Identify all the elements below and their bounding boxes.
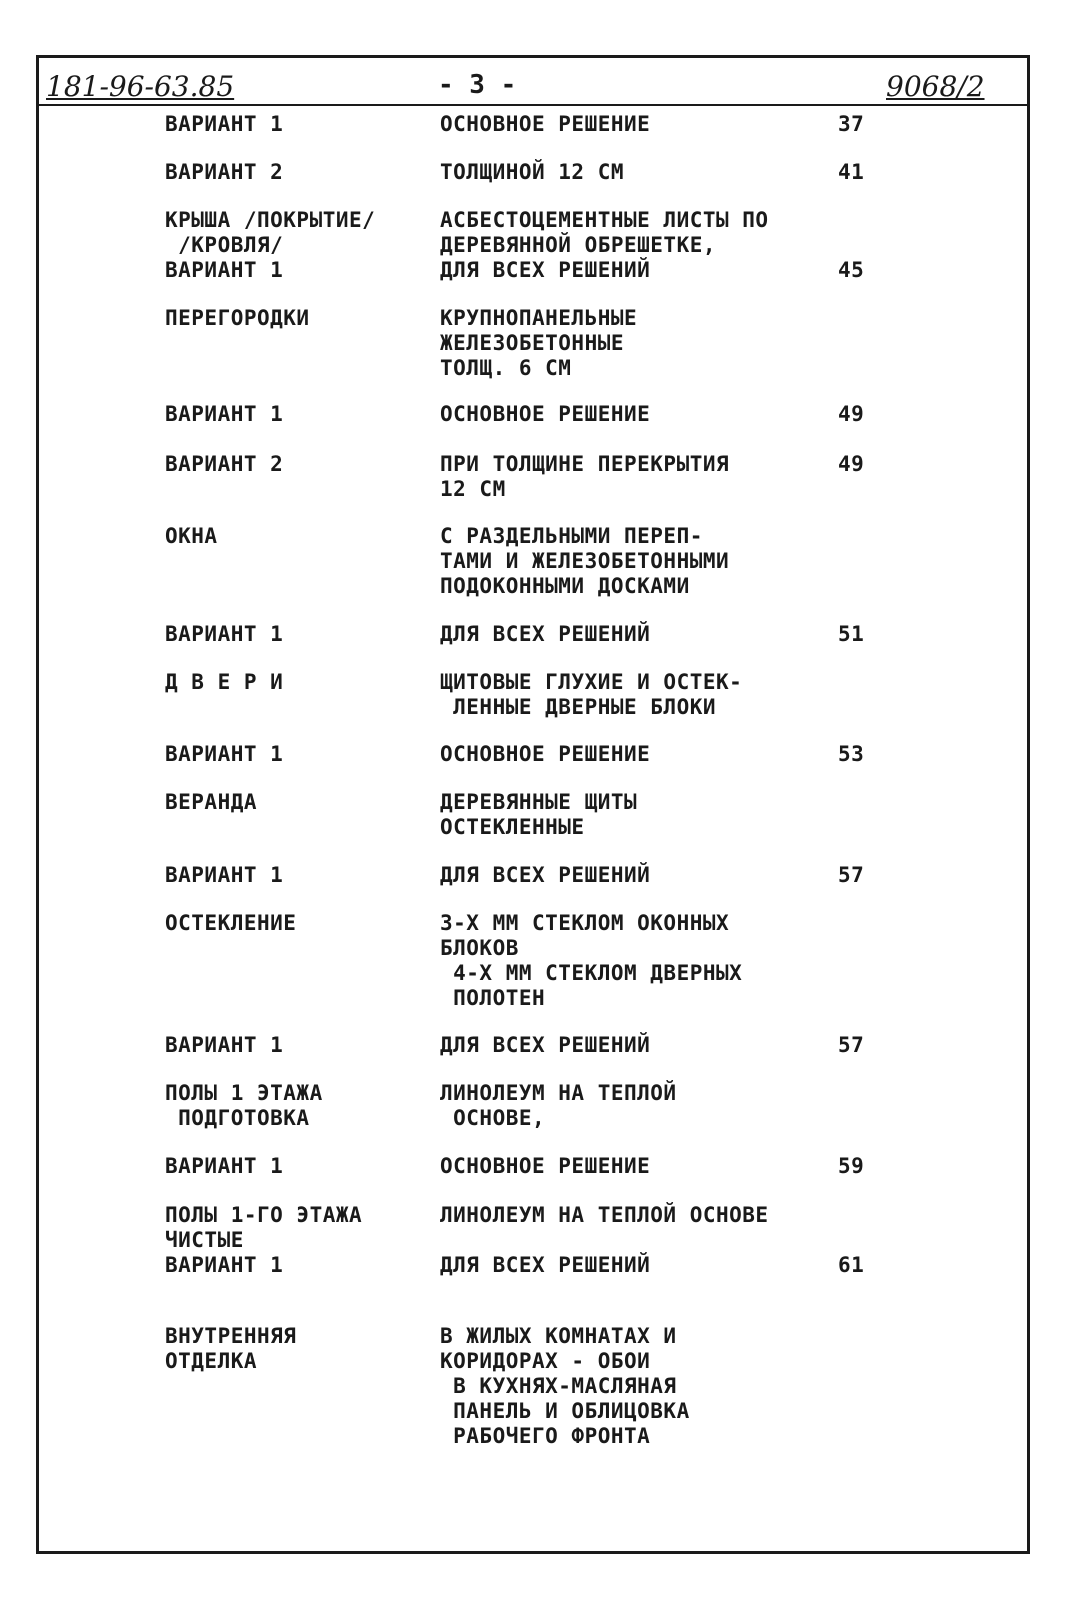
element-label: ПОЛЫ 1 ЭТАЖА ПОДГОТОВКА — [165, 1081, 323, 1130]
element-description: ДЛЯ ВСЕХ РЕШЕНИЙ — [440, 863, 651, 887]
page-ref: 45 — [838, 258, 865, 282]
page-ref: 57 — [838, 1033, 865, 1057]
element-label: ВАРИАНТ 1 — [165, 1154, 284, 1178]
element-description: 3-Х ММ СТЕКЛОМ ОКОННЫХ БЛОКОВ 4-Х ММ СТЕКЛОМ ДВЕРНЫХ ПОЛОТЕН — [440, 911, 743, 1010]
element-label: ОСТЕКЛЕНИЕ — [165, 911, 297, 935]
element-label: ВАРИАНТ 1 — [165, 622, 284, 646]
element-description: ЛИНОЛЕУМ НА ТЕПЛОЙ ОСНОВЕ, — [440, 1081, 677, 1130]
element-label: ВАРИАНТ 1 — [165, 112, 284, 136]
sheet-reference: 9068/2 — [886, 70, 985, 103]
element-description: ДЛЯ ВСЕХ РЕШЕНИЙ — [440, 622, 651, 646]
element-description: ДЕРЕВЯННЫЕ ЩИТЫ ОСТЕКЛЕННЫЕ — [440, 790, 638, 839]
element-description: ДЛЯ ВСЕХ РЕШЕНИЙ — [440, 1033, 651, 1057]
element-label: ВАРИАНТ 2 — [165, 452, 284, 476]
element-description: ПРИ ТОЛЩИНЕ ПЕРЕКРЫТИЯ 12 СМ — [440, 452, 730, 501]
page-ref: 49 — [838, 402, 865, 426]
page-ref: 41 — [838, 160, 865, 184]
element-description: ТОЛЩИНОЙ 12 СМ — [440, 160, 625, 184]
element-description: ОСНОВНОЕ РЕШЕНИЕ — [440, 112, 651, 136]
element-description: В ЖИЛЫХ КОМНАТАХ И КОРИДОРАХ - ОБОИ В КУХНЯХ-МАСЛЯНАЯ ПАНЕЛЬ И ОБЛИЦОВКА РАБОЧЕГО ФРОНТА — [440, 1324, 690, 1448]
page-ref: 61 — [838, 1253, 865, 1277]
element-label: КРЫША /ПОКРЫТИЕ/ /КРОВЛЯ/ ВАРИАНТ 1 — [165, 208, 376, 282]
element-description: АСБЕСТОЦЕМЕНТНЫЕ ЛИСТЫ ПО ДЕРЕВЯННОЙ ОБРЕШЕТКЕ, ДЛЯ ВСЕХ РЕШЕНИЙ — [440, 208, 769, 282]
page-ref: 51 — [838, 622, 865, 646]
element-label: ВАРИАНТ 1 — [165, 742, 284, 766]
element-label: ПОЛЫ 1-ГО ЭТАЖА ЧИСТЫЕ ВАРИАНТ 1 — [165, 1203, 363, 1277]
page-ref: 49 — [838, 452, 865, 476]
element-description: ЩИТОВЫЕ ГЛУХИЕ И ОСТЕК- ЛЕННЫЕ ДВЕРНЫЕ БЛОКИ — [440, 670, 743, 719]
header-rule — [36, 104, 1030, 106]
element-description: ОСНОВНОЕ РЕШЕНИЕ — [440, 1154, 651, 1178]
element-description: С РАЗДЕЛЬНЫМИ ПЕРЕП- ТАМИ И ЖЕЛЕЗОБЕТОННЫМИ ПОДОКОННЫМИ ДОСКАМИ — [440, 524, 730, 598]
document-code: 181-96-63.85 — [46, 70, 235, 103]
element-label: ВАРИАНТ 1 — [165, 863, 284, 887]
page-ref: 37 — [838, 112, 865, 136]
element-label: ВАРИАНТ 2 — [165, 160, 284, 184]
element-label: ВАРИАНТ 1 — [165, 1033, 284, 1057]
element-description: ЛИНОЛЕУМ НА ТЕПЛОЙ ОСНОВЕ ДЛЯ ВСЕХ РЕШЕНИЙ — [440, 1203, 769, 1277]
element-label: ВАРИАНТ 1 — [165, 402, 284, 426]
element-description: КРУПНОПАНЕЛЬНЫЕ ЖЕЛЕЗОБЕТОННЫЕ ТОЛЩ. 6 СМ — [440, 306, 638, 380]
page-number: - 3 - — [438, 70, 517, 100]
element-label: ОКНА — [165, 524, 218, 548]
element-description: ОСНОВНОЕ РЕШЕНИЕ — [440, 742, 651, 766]
page-ref: 53 — [838, 742, 865, 766]
element-description: ОСНОВНОЕ РЕШЕНИЕ — [440, 402, 651, 426]
element-label: ВНУТРЕННЯЯ ОТДЕЛКА — [165, 1324, 297, 1373]
page-ref: 57 — [838, 863, 865, 887]
element-label: ВЕРАНДА — [165, 790, 258, 814]
element-label: Д В Е Р И — [165, 670, 284, 694]
element-label: ПЕРЕГОРОДКИ — [165, 306, 310, 330]
page-ref: 59 — [838, 1154, 865, 1178]
